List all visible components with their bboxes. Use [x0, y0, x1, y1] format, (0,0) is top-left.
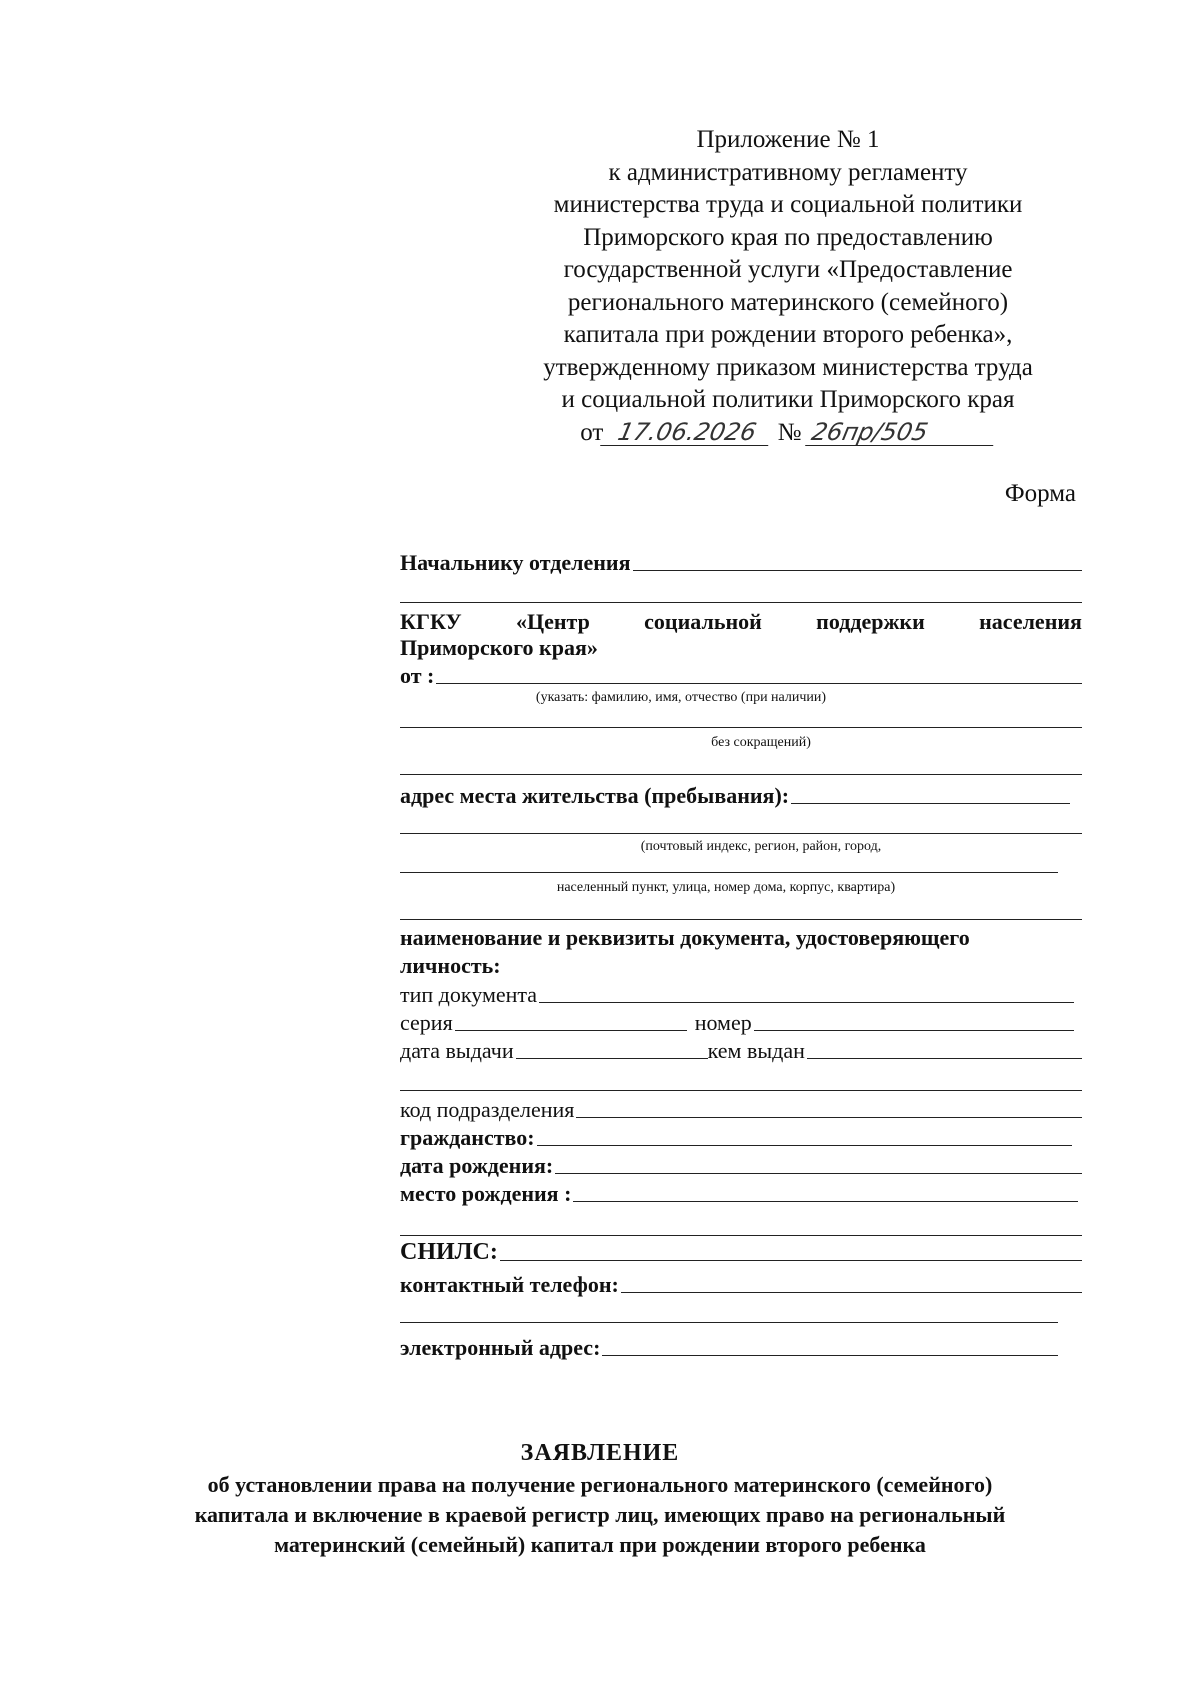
series-number-row	[400, 1008, 1082, 1036]
address-field-line4[interactable]	[400, 919, 1082, 920]
email-field[interactable]	[602, 1355, 1058, 1356]
dept-code-field[interactable]	[576, 1117, 1082, 1118]
appendix-line: утвержденному приказом министерства труда	[543, 353, 1033, 381]
form-label: Форма	[1004, 480, 1076, 507]
fio-field[interactable]	[436, 683, 1082, 684]
org-word: населения	[979, 609, 1082, 634]
address-row	[400, 775, 1082, 809]
address-field[interactable]	[791, 803, 1070, 804]
head-field-line2[interactable]	[400, 602, 1082, 603]
citizenship-field[interactable]	[537, 1145, 1072, 1146]
fio-caption: (указать: фамилию, имя, отчество (при наличии)	[535, 690, 827, 705]
handwritten-date: 17.06.2026	[601, 419, 775, 446]
appendix-line: государственной услуги «Предоставление	[563, 256, 1013, 283]
doc-label-line1: наименование и реквизиты документа, удостоверяющего	[400, 925, 970, 950]
number-field[interactable]	[754, 1030, 1074, 1031]
address-field-line2[interactable]	[400, 833, 1082, 834]
issued-by-label: кем выдан	[707, 1038, 805, 1063]
birth-date-row	[400, 1151, 1082, 1179]
issued-by-field[interactable]	[807, 1058, 1082, 1059]
snils-field[interactable]	[500, 1260, 1082, 1261]
address-caption1: (почтовый индекс, регион, район, город,	[640, 839, 882, 854]
application-title	[120, 1438, 1080, 1560]
appendix-header	[508, 124, 1068, 449]
head-row	[400, 540, 1082, 576]
handwritten-number: 26пр/505	[805, 419, 999, 446]
citizenship-label: гражданство:	[400, 1125, 535, 1150]
address-field-line3[interactable]	[400, 872, 1058, 873]
doc-label-line2: личность:	[400, 953, 501, 978]
doc-type-label: тип документа	[400, 982, 538, 1007]
order-number-label: №	[777, 418, 802, 446]
issue-row	[400, 1036, 1082, 1064]
birth-date-label: дата рождения:	[400, 1153, 554, 1178]
org-name-line2: Приморского края»	[400, 635, 598, 660]
dept-code-row	[400, 1091, 1082, 1123]
phone-field[interactable]	[621, 1292, 1082, 1293]
title-line: материнский (семейный) капитал при рождении второго ребенка	[274, 1532, 926, 1557]
birth-place-field[interactable]	[573, 1201, 1078, 1202]
org-name-row	[400, 609, 1082, 635]
appendix-line: и социальной политики Приморского края	[561, 386, 1015, 413]
address-label: адрес места жительства (пребывания):	[400, 783, 790, 808]
appendix-line: Приморского края по предоставлению	[583, 223, 993, 251]
appendix-line: министерства труда и социальной политики	[553, 191, 1023, 218]
doc-type-field[interactable]	[539, 1002, 1074, 1003]
title-main: ЗАЯВЛЕНИЕ	[520, 1440, 680, 1466]
appendix-line: регионального материнского (семейного)	[567, 288, 1009, 316]
fio-caption2: без сокращений)	[711, 735, 811, 750]
phone-row	[400, 1266, 1082, 1298]
org-word: социальной	[644, 609, 762, 634]
head-label: Начальнику отделения	[400, 550, 631, 575]
doc-type-row	[400, 980, 1082, 1008]
series-field[interactable]	[455, 1030, 687, 1031]
issue-date-label: дата выдачи	[400, 1038, 514, 1063]
birth-place-label: место рождения :	[400, 1181, 572, 1206]
phone-label: контактный телефон:	[400, 1272, 619, 1297]
series-label: серия	[400, 1010, 453, 1035]
head-field[interactable]	[633, 570, 1082, 571]
snils-row	[400, 1236, 1082, 1266]
org-word: поддержки	[816, 609, 925, 634]
doc-label	[400, 924, 1082, 980]
snils-label: СНИЛС:	[400, 1239, 498, 1265]
org-word: «Центр	[515, 609, 590, 634]
org-word: КГКУ	[400, 609, 462, 634]
appendix-line: к административному регламенту	[608, 158, 968, 186]
title-line: капитала и включение в краевой регистр лиц, имеющих право на региональный	[194, 1502, 1006, 1527]
title-line: об установлении права на получение регионального материнского (семейного)	[207, 1472, 993, 1497]
from-label: от :	[400, 663, 435, 688]
email-label: электронный адрес:	[400, 1335, 601, 1360]
appendix-line: Приложение № 1	[696, 126, 880, 153]
birth-date-field[interactable]	[555, 1173, 1082, 1174]
email-row	[400, 1323, 1082, 1361]
issue-date-field[interactable]	[516, 1058, 708, 1059]
citizenship-row	[400, 1123, 1082, 1151]
number-label: номер	[694, 1010, 752, 1035]
dept-code-label: код подразделения	[400, 1097, 575, 1122]
address-caption2: населенный пункт, улица, номер дома, корпус, квартира)	[556, 880, 896, 895]
birth-place-row	[400, 1179, 1082, 1207]
appendix-line: капитала при рождении второго ребенка»,	[563, 321, 1013, 348]
fio-field-line2[interactable]	[400, 727, 1082, 728]
applicant-form	[400, 540, 1082, 1361]
order-from-label: от	[580, 418, 604, 446]
order-reference	[508, 417, 1068, 450]
from-row	[400, 661, 1082, 689]
